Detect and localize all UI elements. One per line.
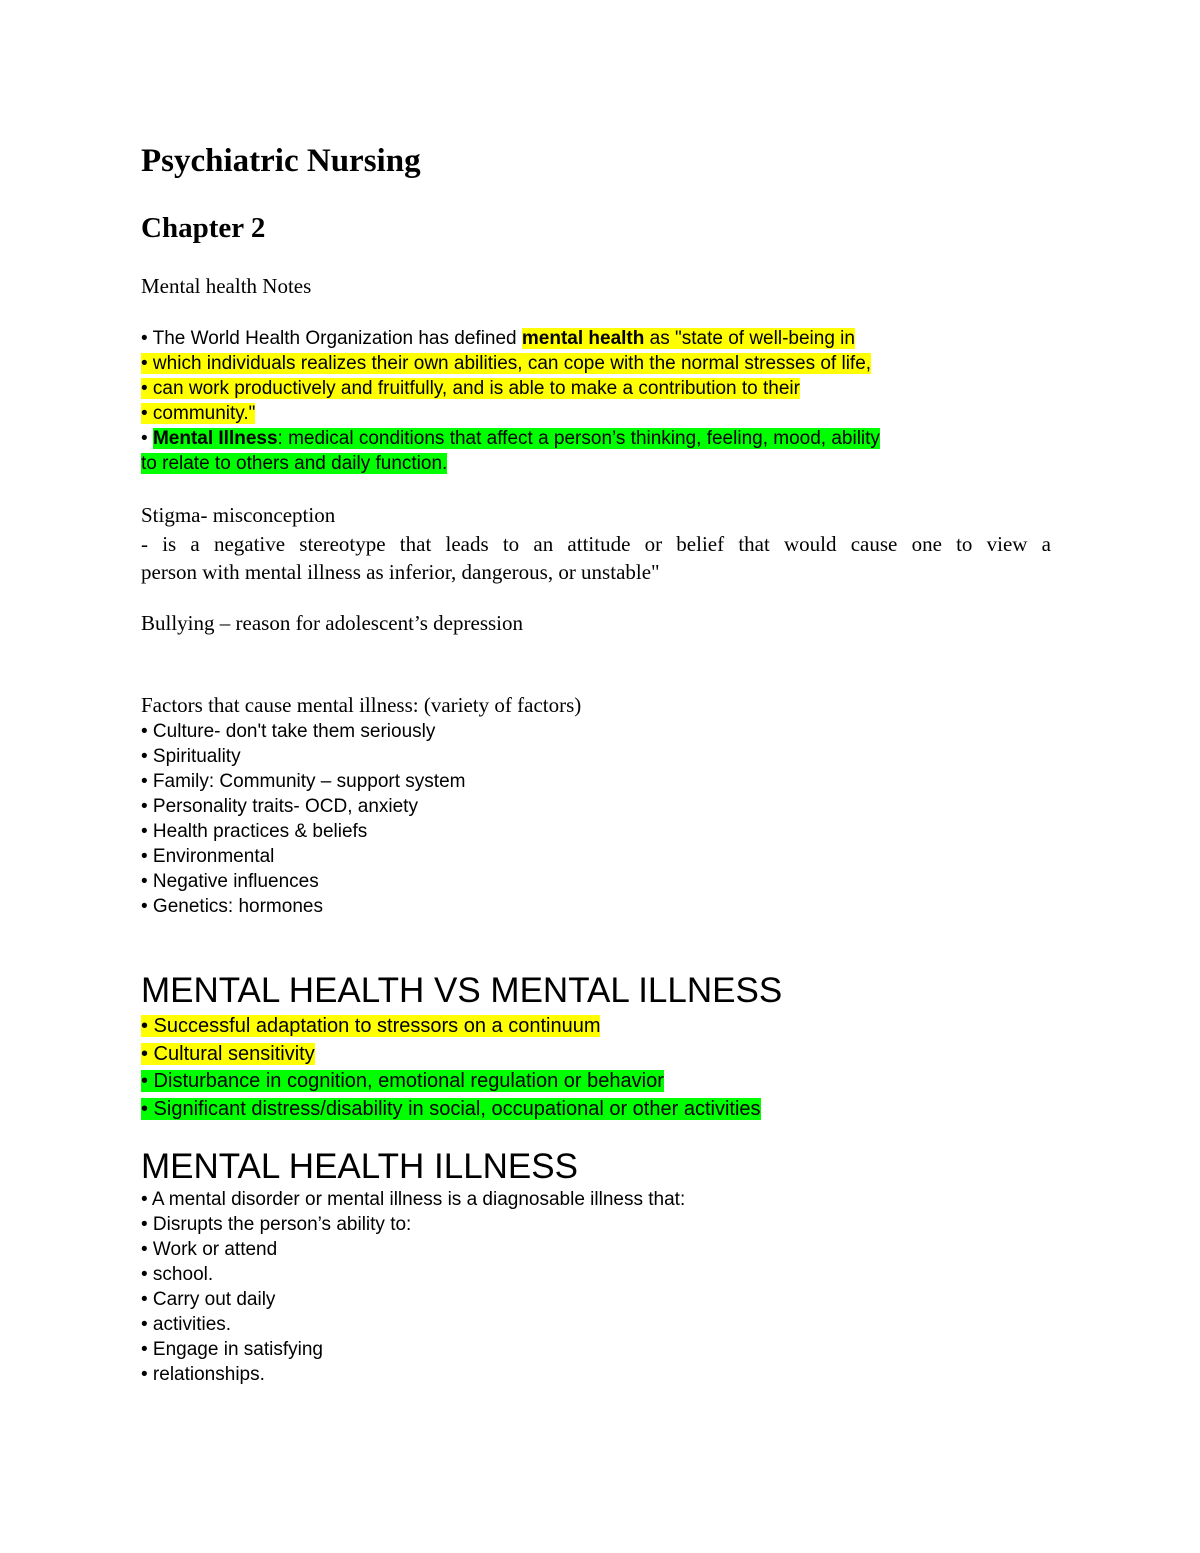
mental-illness-definition: : medical conditions that affect a person’s thinking, feeling, mood, ability bbox=[277, 428, 880, 449]
factor-item: • Culture- don't take them seriously bbox=[141, 721, 436, 742]
factor-item: • Environmental bbox=[141, 846, 275, 867]
stigma-line-2: person with mental illness as inferior, dangerous, or unstable" bbox=[141, 560, 660, 584]
term-mental-illness: Mental Illness bbox=[152, 428, 278, 449]
factor-item: • Spirituality bbox=[141, 746, 241, 767]
bullying-note: Bullying – reason for adolescent’s depression bbox=[141, 611, 523, 635]
vs-section-list bbox=[141, 1013, 761, 1123]
mental-illness-line-2-text: to relate to others and daily function. bbox=[141, 453, 448, 474]
illness-item: • school. bbox=[141, 1264, 214, 1285]
vs-item bbox=[141, 1013, 761, 1041]
factor-item: • Family: Community – support system bbox=[141, 771, 466, 792]
chapter-heading: Chapter 2 bbox=[141, 212, 266, 244]
stigma-paragraph bbox=[141, 530, 1051, 586]
term-mental-health: mental health bbox=[521, 328, 645, 349]
vs-item-text: • Disturbance in cognition, emotional regulation or behavior bbox=[141, 1070, 664, 1092]
illness-section-heading: MENTAL HEALTH ILLNESS bbox=[141, 1147, 578, 1186]
factors-list bbox=[141, 719, 465, 919]
illness-item: • activities. bbox=[141, 1314, 232, 1335]
factor-item: • Health practices & beliefs bbox=[141, 821, 368, 842]
who-line-4 bbox=[141, 401, 255, 426]
who-line-3 bbox=[141, 376, 800, 401]
who-line-1-rest: as "state of well-being in bbox=[644, 328, 855, 349]
factors-heading: Factors that cause mental illness: (variety of factors) bbox=[141, 693, 582, 717]
notes-subtitle: Mental health Notes bbox=[141, 274, 312, 298]
who-line-1 bbox=[141, 326, 855, 351]
document-title: Psychiatric Nursing bbox=[141, 143, 421, 179]
illness-item: • Work or attend bbox=[141, 1239, 278, 1260]
vs-item-text: • Successful adaptation to stressors on a continuum bbox=[141, 1015, 601, 1037]
vs-item-text: • Cultural sensitivity bbox=[141, 1042, 315, 1065]
who-line-3-text: • can work productively and fruitfully, and is able to make a contribution to their bbox=[141, 378, 800, 399]
mental-illness-line-2 bbox=[141, 451, 447, 476]
vs-item-text: • Significant distress/disability in social, occupational or other activities bbox=[141, 1097, 761, 1120]
who-line-1-text: • The World Health Organization has defined bbox=[141, 328, 522, 349]
who-line-1-highlight bbox=[522, 328, 855, 349]
mental-illness-bullet: • bbox=[141, 428, 153, 449]
illness-item: • relationships. bbox=[141, 1364, 265, 1385]
stigma-heading: Stigma- misconception bbox=[141, 503, 336, 527]
mental-illness-line-1 bbox=[141, 426, 880, 451]
vs-section-heading: MENTAL HEALTH VS MENTAL ILLNESS bbox=[141, 971, 783, 1010]
vs-item bbox=[141, 1096, 761, 1124]
illness-item: • A mental disorder or mental illness is a diagnosable illness that: bbox=[141, 1189, 686, 1210]
mental-illness-highlight bbox=[153, 428, 880, 449]
factor-item: • Genetics: hormones bbox=[141, 896, 323, 917]
illness-item: • Carry out daily bbox=[141, 1289, 276, 1310]
illness-section-list bbox=[141, 1187, 685, 1387]
who-line-4-text: • community." bbox=[141, 403, 256, 424]
vs-item bbox=[141, 1041, 761, 1069]
stigma-line-1: - is a negative stereotype that leads to an attitude or belief that would cause one to view a bbox=[141, 532, 1051, 556]
vs-item bbox=[141, 1068, 761, 1096]
illness-item: • Engage in satisfying bbox=[141, 1339, 323, 1360]
illness-item: • Disrupts the person’s ability to: bbox=[141, 1214, 412, 1235]
who-line-2 bbox=[141, 351, 871, 376]
factor-item: • Negative influences bbox=[141, 871, 319, 892]
factor-item: • Personality traits- OCD, anxiety bbox=[141, 796, 418, 817]
who-line-2-text: • which individuals realizes their own abilities, can cope with the normal stresses of life, bbox=[141, 353, 872, 374]
